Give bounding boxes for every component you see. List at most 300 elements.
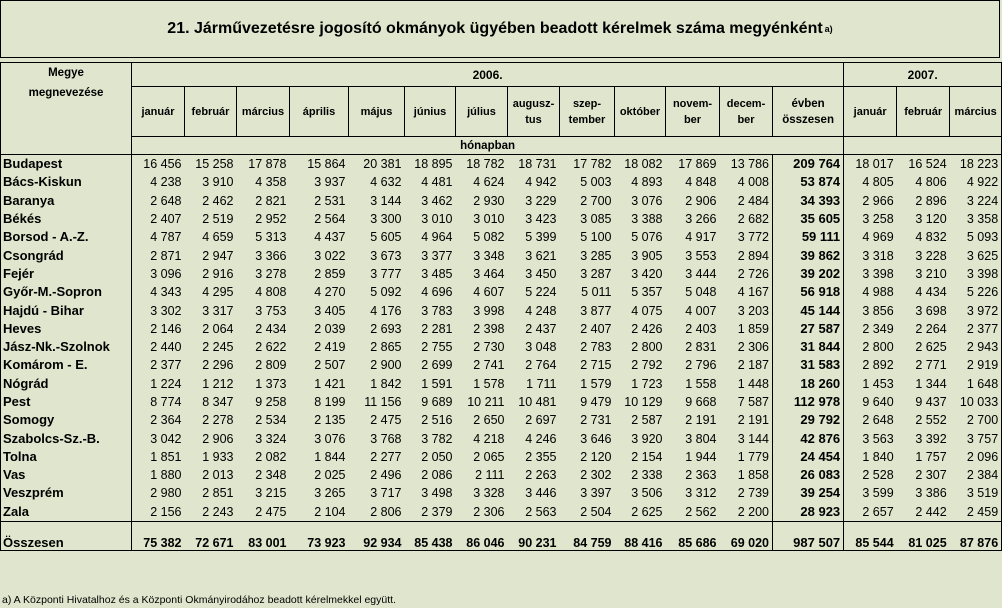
month-value: 2 419 bbox=[314, 340, 346, 355]
month-value: 3 096 bbox=[150, 266, 182, 281]
month-value-2007: 2 648 bbox=[862, 413, 894, 428]
month-value-2007: 2 528 bbox=[862, 468, 894, 483]
month-value: 17 878 bbox=[248, 157, 287, 172]
month-value: 3 646 bbox=[580, 431, 612, 446]
year-total-value: 18 260 bbox=[773, 375, 844, 393]
title-text: 21. Járművezetésre jogosító okmányok ügyében beadott kérelmek száma megyénként bbox=[167, 20, 823, 37]
table-row bbox=[1, 320, 1002, 338]
month-value: 88 416 bbox=[615, 521, 666, 550]
month-value-2007: 4 806 bbox=[915, 175, 947, 190]
month-value: 1 851 bbox=[150, 449, 182, 464]
table-row bbox=[1, 356, 1002, 374]
month-value: 1 933 bbox=[202, 449, 234, 464]
month-value-2007: 2 800 bbox=[862, 340, 894, 355]
month-value: 2 952 bbox=[255, 212, 287, 227]
county-name: Pest bbox=[1, 393, 132, 411]
month-header-2007: március bbox=[950, 87, 1002, 137]
month-value: 4 295 bbox=[202, 285, 234, 300]
month-value: 10 481 bbox=[518, 395, 557, 409]
total-row bbox=[1, 521, 1002, 550]
month-header-2007: február bbox=[897, 87, 950, 137]
month-value: 5 357 bbox=[631, 285, 663, 300]
month-value: 2 302 bbox=[580, 468, 612, 483]
month-value: 3 464 bbox=[473, 266, 505, 281]
month-value: 2 278 bbox=[202, 413, 234, 428]
year-total-value: 112 978 bbox=[773, 393, 844, 411]
month-value-2007: 3 224 bbox=[950, 192, 1002, 210]
month-value: 3 377 bbox=[421, 248, 453, 263]
month-value: 3 287 bbox=[580, 266, 612, 281]
month-value: 2 263 bbox=[525, 468, 557, 483]
month-value: 2 563 bbox=[525, 504, 557, 519]
month-value: 5 100 bbox=[580, 230, 612, 245]
month-value-2007: 3 228 bbox=[915, 248, 947, 263]
month-value: 3 405 bbox=[314, 303, 346, 318]
month-value: 2 682 bbox=[737, 212, 769, 227]
month-value: 4 607 bbox=[473, 285, 505, 300]
month-value: 3 450 bbox=[525, 266, 557, 281]
year-total-value: 209 764 bbox=[773, 155, 844, 174]
month-header: július bbox=[456, 87, 508, 137]
month-value: 2 796 bbox=[685, 358, 717, 373]
month-value: 3 772 bbox=[737, 230, 769, 245]
month-value: 2 859 bbox=[314, 266, 346, 281]
county-name: Baranya bbox=[1, 192, 132, 210]
month-value: 2 764 bbox=[525, 358, 557, 373]
month-value: 2 082 bbox=[255, 449, 287, 464]
month-value-2007: 3 358 bbox=[950, 210, 1002, 228]
month-value: 3 998 bbox=[473, 303, 505, 318]
table-row bbox=[1, 448, 1002, 466]
data-table bbox=[0, 62, 1002, 551]
month-value: 2 741 bbox=[473, 358, 505, 373]
month-value: 1 224 bbox=[150, 376, 182, 391]
month-value-2007: 2 896 bbox=[915, 193, 947, 208]
month-value-2007: 2 700 bbox=[950, 411, 1002, 429]
month-value: 1 842 bbox=[370, 376, 402, 391]
month-value: 2 437 bbox=[525, 321, 557, 336]
month-value: 3 920 bbox=[631, 431, 663, 446]
month-value: 2 851 bbox=[202, 486, 234, 501]
month-value: 2 809 bbox=[255, 358, 287, 373]
year-total-value: 34 393 bbox=[773, 192, 844, 210]
month-value: 2 039 bbox=[314, 321, 346, 336]
month-value: 2 377 bbox=[150, 358, 182, 373]
table-row bbox=[1, 411, 1002, 429]
month-value: 4 007 bbox=[685, 303, 717, 318]
month-value-2007: 2 625 bbox=[915, 340, 947, 355]
month-value: 2 156 bbox=[150, 504, 182, 519]
month-value: 2 013 bbox=[202, 468, 234, 483]
month-value: 2 187 bbox=[737, 358, 769, 373]
month-value: 86 046 bbox=[456, 521, 508, 550]
county-name: Budapest bbox=[1, 155, 132, 174]
month-value: 2 407 bbox=[580, 321, 612, 336]
year-total-value: 39 862 bbox=[773, 246, 844, 264]
year-total-header: évben összesen bbox=[773, 87, 844, 137]
county-name: Heves bbox=[1, 320, 132, 338]
month-value: 4 624 bbox=[473, 175, 505, 190]
year-total-value: 31 844 bbox=[773, 338, 844, 356]
month-value: 5 313 bbox=[255, 230, 287, 245]
month-value: 3 085 bbox=[580, 212, 612, 227]
year-total-value: 29 792 bbox=[773, 411, 844, 429]
month-value-2007: 1 648 bbox=[950, 375, 1002, 393]
month-value: 83 001 bbox=[237, 521, 290, 550]
month-value-2007: 10 033 bbox=[950, 393, 1002, 411]
month-value: 1 591 bbox=[421, 376, 453, 391]
month-value-2007: 85 544 bbox=[844, 521, 897, 550]
county-name: Hajdú - Bihar bbox=[1, 301, 132, 319]
month-value: 18 895 bbox=[414, 157, 453, 172]
month-value-2007: 2 657 bbox=[862, 504, 894, 519]
month-value-2007: 1 840 bbox=[862, 449, 894, 464]
year-total-value: 26 083 bbox=[773, 466, 844, 484]
month-value: 3 302 bbox=[150, 303, 182, 318]
month-value: 2 475 bbox=[255, 504, 287, 519]
month-value: 2 562 bbox=[685, 504, 717, 519]
month-value-2007: 4 922 bbox=[950, 173, 1002, 191]
month-header: május bbox=[349, 87, 405, 137]
month-value: 2 111 bbox=[475, 468, 505, 483]
county-name: Békés bbox=[1, 210, 132, 228]
month-value: 2 821 bbox=[255, 193, 287, 208]
month-value: 4 632 bbox=[370, 175, 402, 190]
month-value-2007: 3 120 bbox=[915, 212, 947, 227]
month-value-2007: 2 384 bbox=[950, 466, 1002, 484]
table-row bbox=[1, 155, 1002, 174]
month-value: 4 893 bbox=[631, 175, 663, 190]
year-total-value: 39 254 bbox=[773, 484, 844, 502]
month-value-2007: 2 943 bbox=[950, 338, 1002, 356]
month-value: 2 065 bbox=[473, 449, 505, 464]
month-value: 4 343 bbox=[150, 285, 182, 300]
month-value: 69 020 bbox=[720, 521, 773, 550]
month-value: 5 399 bbox=[525, 230, 557, 245]
month-value: 3 444 bbox=[685, 266, 717, 281]
month-value: 4 808 bbox=[255, 285, 287, 300]
month-value-2007: 16 524 bbox=[908, 157, 947, 172]
month-value: 3 910 bbox=[202, 175, 234, 190]
unit-label-empty bbox=[844, 137, 1002, 155]
year-total-value: 59 111 bbox=[773, 228, 844, 246]
table-row bbox=[1, 503, 1002, 522]
month-value: 2 348 bbox=[255, 468, 287, 483]
county-name: Zala bbox=[1, 503, 132, 522]
month-value-2007: 3 386 bbox=[915, 486, 947, 501]
month-value: 1 558 bbox=[685, 376, 717, 391]
county-header-line1: Megye bbox=[48, 67, 84, 79]
title-footnote-mark: a) bbox=[824, 24, 833, 34]
footnote: a) A Központi Hivatalhoz és a Központi Okmányirodához beadott kérelmekkel együtt. bbox=[2, 594, 396, 606]
table-row bbox=[1, 210, 1002, 228]
month-value: 3 388 bbox=[631, 212, 663, 227]
month-value: 90 231 bbox=[508, 521, 560, 550]
month-value: 2 980 bbox=[150, 486, 182, 501]
month-value-2007: 9 640 bbox=[862, 395, 894, 409]
month-value: 5 082 bbox=[473, 230, 505, 245]
month-value: 5 092 bbox=[370, 285, 402, 300]
month-value: 18 782 bbox=[466, 157, 505, 172]
month-value: 4 246 bbox=[525, 431, 557, 446]
month-value: 3 048 bbox=[525, 340, 557, 355]
month-value: 2 504 bbox=[580, 504, 612, 519]
month-value: 3 300 bbox=[370, 212, 402, 227]
month-value: 2 146 bbox=[150, 321, 182, 336]
month-value-2007: 4 434 bbox=[915, 285, 947, 300]
year-total-value: 987 507 bbox=[773, 521, 844, 550]
month-value: 2 296 bbox=[202, 358, 234, 373]
month-value: 2 906 bbox=[202, 431, 234, 446]
month-value: 3 324 bbox=[255, 431, 287, 446]
month-value: 2 650 bbox=[473, 413, 505, 428]
month-value: 3 462 bbox=[421, 193, 453, 208]
month-value-2007: 3 972 bbox=[950, 301, 1002, 319]
month-value: 3 010 bbox=[473, 212, 505, 227]
county-name: Szabolcs-Sz.-B. bbox=[1, 429, 132, 447]
month-value: 4 248 bbox=[525, 303, 557, 318]
month-value: 4 437 bbox=[314, 230, 346, 245]
month-value: 10 211 bbox=[467, 395, 505, 409]
month-value: 1 373 bbox=[255, 376, 287, 391]
month-value: 2 496 bbox=[370, 468, 402, 483]
month-value-2007: 2 096 bbox=[950, 448, 1002, 466]
month-value: 18 082 bbox=[624, 157, 663, 172]
month-value: 2 363 bbox=[685, 468, 717, 483]
month-value: 2 462 bbox=[202, 193, 234, 208]
month-value: 5 048 bbox=[685, 285, 717, 300]
county-name: Fejér bbox=[1, 265, 132, 283]
month-value: 3 768 bbox=[370, 431, 402, 446]
month-value: 2 697 bbox=[525, 413, 557, 428]
month-value: 1 578 bbox=[473, 376, 505, 391]
year-total-value: 28 923 bbox=[773, 503, 844, 522]
month-value: 5 076 bbox=[631, 230, 663, 245]
month-value-2007: 1 757 bbox=[915, 449, 947, 464]
county-name: Összesen bbox=[1, 521, 132, 550]
month-value-2007: 4 805 bbox=[862, 175, 894, 190]
month-value-2007: 3 519 bbox=[950, 484, 1002, 502]
month-value: 92 934 bbox=[349, 521, 405, 550]
month-value: 1 212 bbox=[202, 376, 234, 391]
month-value: 3 312 bbox=[685, 486, 717, 501]
month-value: 4 942 bbox=[525, 175, 557, 190]
county-name: Somogy bbox=[1, 411, 132, 429]
month-header: március bbox=[237, 87, 290, 137]
month-value: 1 859 bbox=[737, 321, 769, 336]
month-value: 4 218 bbox=[473, 431, 505, 446]
month-value-2007: 2 459 bbox=[950, 503, 1002, 522]
month-value: 2 792 bbox=[631, 358, 663, 373]
month-value: 2 534 bbox=[255, 413, 287, 428]
year-total-value: 27 587 bbox=[773, 320, 844, 338]
month-value: 3 144 bbox=[737, 431, 769, 446]
month-value: 4 176 bbox=[370, 303, 402, 318]
month-value: 3 265 bbox=[314, 486, 346, 501]
month-header: szep-tember bbox=[560, 87, 615, 137]
month-value: 2 900 bbox=[370, 358, 402, 373]
month-value-2007: 5 226 bbox=[950, 283, 1002, 301]
month-value-2007: 5 093 bbox=[950, 228, 1002, 246]
month-value: 4 358 bbox=[255, 175, 287, 190]
month-value: 8 774 bbox=[150, 395, 182, 409]
month-value: 3 446 bbox=[525, 486, 557, 501]
month-value: 2 930 bbox=[473, 193, 505, 208]
table-row bbox=[1, 484, 1002, 502]
month-value: 8 347 bbox=[202, 395, 234, 409]
month-value: 3 782 bbox=[421, 431, 453, 446]
month-value-2007: 3 258 bbox=[862, 212, 894, 227]
month-value: 3 022 bbox=[314, 248, 346, 263]
county-name: Nógrád bbox=[1, 375, 132, 393]
month-value-2007: 3 210 bbox=[915, 266, 947, 281]
month-value: 9 479 bbox=[580, 395, 612, 409]
month-value: 2 693 bbox=[370, 321, 402, 336]
month-value: 1 579 bbox=[580, 376, 612, 391]
month-value: 4 787 bbox=[150, 230, 182, 245]
month-value: 4 964 bbox=[421, 230, 453, 245]
month-value-2007: 2 264 bbox=[915, 321, 947, 336]
month-value: 2 731 bbox=[580, 413, 612, 428]
month-value: 11 156 bbox=[364, 395, 402, 409]
month-value: 3 506 bbox=[631, 486, 663, 501]
month-value: 2 086 bbox=[421, 468, 453, 483]
month-value: 4 270 bbox=[314, 285, 346, 300]
month-value: 2 894 bbox=[737, 248, 769, 263]
month-value-2007: 3 757 bbox=[950, 429, 1002, 447]
month-value-2007: 4 832 bbox=[915, 230, 947, 245]
month-value: 5 011 bbox=[581, 285, 612, 300]
month-value: 72 671 bbox=[185, 521, 237, 550]
month-value: 3 317 bbox=[202, 303, 234, 318]
month-value: 2 726 bbox=[737, 266, 769, 281]
month-value: 2 475 bbox=[370, 413, 402, 428]
month-value: 3 278 bbox=[255, 266, 287, 281]
month-value-2007: 18 017 bbox=[855, 157, 894, 172]
year-total-value: 56 918 bbox=[773, 283, 844, 301]
month-value: 2 916 bbox=[202, 266, 234, 281]
month-value: 1 448 bbox=[737, 376, 769, 391]
year-total-value: 31 583 bbox=[773, 356, 844, 374]
month-value: 2 699 bbox=[421, 358, 453, 373]
month-value: 2 403 bbox=[685, 321, 717, 336]
month-value-2007: 2 552 bbox=[915, 413, 947, 428]
year-total-value: 35 605 bbox=[773, 210, 844, 228]
month-value: 20 381 bbox=[363, 157, 402, 172]
month-value: 2 243 bbox=[202, 504, 234, 519]
month-header: novem-ber bbox=[666, 87, 720, 137]
county-name: Veszprém bbox=[1, 484, 132, 502]
month-value-2007: 87 876 bbox=[950, 521, 1002, 550]
month-value: 2 306 bbox=[473, 504, 505, 519]
month-value-2007: 2 919 bbox=[950, 356, 1002, 374]
month-value: 2 434 bbox=[255, 321, 287, 336]
month-value: 3 010 bbox=[421, 212, 453, 227]
month-value-2007: 3 392 bbox=[915, 431, 947, 446]
month-value: 3 905 bbox=[631, 248, 663, 263]
month-value: 17 869 bbox=[678, 157, 717, 172]
county-name: Komárom - E. bbox=[1, 356, 132, 374]
month-value: 2 865 bbox=[370, 340, 402, 355]
month-header: október bbox=[615, 87, 666, 137]
month-value: 3 783 bbox=[421, 303, 453, 318]
month-value: 4 848 bbox=[685, 175, 717, 190]
month-value: 2 277 bbox=[370, 449, 402, 464]
year-total-value: 39 202 bbox=[773, 265, 844, 283]
month-value: 2 200 bbox=[737, 504, 769, 519]
month-value: 2 531 bbox=[314, 193, 346, 208]
month-value: 2 806 bbox=[370, 504, 402, 519]
year-2007-header: 2007. bbox=[844, 63, 1002, 87]
month-value: 2 783 bbox=[580, 340, 612, 355]
month-value: 2 064 bbox=[202, 321, 234, 336]
month-value: 3 348 bbox=[473, 248, 505, 263]
month-value: 4 659 bbox=[202, 230, 234, 245]
month-value: 9 668 bbox=[685, 395, 717, 409]
county-name: Vas bbox=[1, 466, 132, 484]
year-total-value: 42 876 bbox=[773, 429, 844, 447]
month-value: 3 717 bbox=[370, 486, 402, 501]
month-value: 2 831 bbox=[685, 340, 717, 355]
month-value: 10 129 bbox=[624, 395, 663, 409]
month-value: 7 587 bbox=[737, 395, 769, 409]
month-value: 2 407 bbox=[150, 212, 182, 227]
month-value: 2 947 bbox=[202, 248, 234, 263]
month-value-2007: 3 625 bbox=[950, 246, 1002, 264]
month-value-2007: 3 318 bbox=[862, 248, 894, 263]
month-value: 3 328 bbox=[473, 486, 505, 501]
month-value-2007: 2 377 bbox=[950, 320, 1002, 338]
month-value: 1 880 bbox=[150, 468, 182, 483]
month-value-2007: 18 223 bbox=[950, 155, 1002, 174]
county-header bbox=[1, 63, 132, 155]
month-value: 16 456 bbox=[143, 157, 182, 172]
month-value: 2 739 bbox=[737, 486, 769, 501]
month-value-2007: 2 349 bbox=[862, 321, 894, 336]
month-value: 2 050 bbox=[421, 449, 453, 464]
table-row bbox=[1, 375, 1002, 393]
month-value: 2 484 bbox=[737, 193, 769, 208]
month-value: 15 864 bbox=[307, 157, 346, 172]
month-value: 2 648 bbox=[150, 193, 182, 208]
table-title bbox=[0, 0, 1000, 58]
month-value-2007: 2 307 bbox=[915, 468, 947, 483]
month-value: 2 135 bbox=[314, 413, 346, 428]
month-value: 3 485 bbox=[421, 266, 453, 281]
month-value: 2 025 bbox=[314, 468, 346, 483]
month-value: 3 877 bbox=[580, 303, 612, 318]
month-value: 3 753 bbox=[255, 303, 287, 318]
month-header: decem-ber bbox=[720, 87, 773, 137]
month-value: 2 120 bbox=[580, 449, 612, 464]
month-value: 3 804 bbox=[685, 431, 717, 446]
month-header: január bbox=[132, 87, 185, 137]
county-name: Tolna bbox=[1, 448, 132, 466]
month-value: 1 421 bbox=[314, 376, 346, 391]
month-value-2007: 9 437 bbox=[915, 395, 947, 409]
month-value: 2 306 bbox=[737, 340, 769, 355]
month-value: 2 191 bbox=[685, 413, 717, 428]
month-value: 3 266 bbox=[685, 212, 717, 227]
month-value: 4 167 bbox=[737, 285, 769, 300]
month-value: 4 008 bbox=[737, 175, 769, 190]
month-value: 5 605 bbox=[370, 230, 402, 245]
month-value: 9 258 bbox=[255, 395, 287, 409]
month-value: 3 042 bbox=[150, 431, 182, 446]
month-value: 2 519 bbox=[202, 212, 234, 227]
table-row bbox=[1, 301, 1002, 319]
year-total-value: 24 454 bbox=[773, 448, 844, 466]
